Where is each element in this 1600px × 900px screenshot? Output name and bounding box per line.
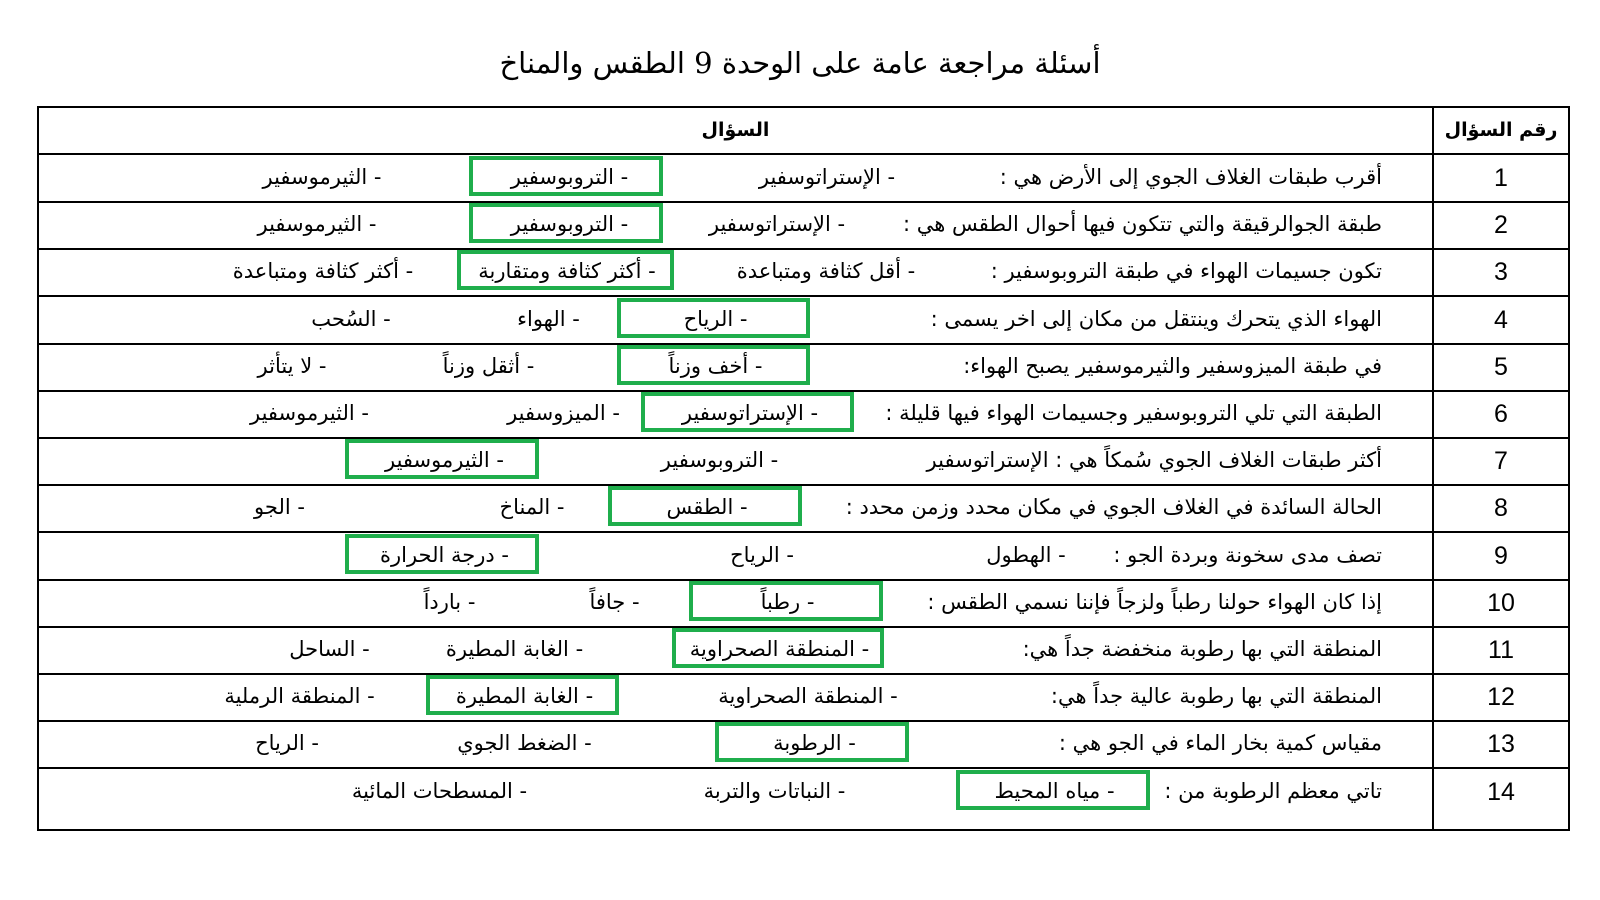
table-row — [39, 674, 1568, 722]
correct-answer-option: - الغابة المطيرة — [455, 684, 594, 709]
question-stem: المنطقة التي بها رطوبة عالية جداً هي: — [1050, 684, 1382, 709]
answer-option: - الهواء — [517, 306, 580, 331]
answer-option: - بارداً — [423, 589, 476, 614]
table-row — [39, 438, 1568, 486]
answer-option: - السُحب — [311, 306, 391, 331]
answer-option: - أثقل وزناً — [442, 353, 535, 378]
answer-option: - النباتات والتربة — [703, 778, 846, 803]
review-questions-table — [37, 106, 1570, 831]
question-number: 1 — [1494, 164, 1508, 192]
question-number: 4 — [1494, 305, 1508, 334]
question-number: 5 — [1494, 352, 1508, 381]
answer-option: - أقل كثافة ومتباعدة — [736, 259, 916, 284]
question-stem: تصف مدى سخونة وبردة الجو : — [1113, 542, 1382, 567]
table-row — [39, 721, 1568, 769]
answer-option: - الإستراتوسفير — [708, 212, 846, 237]
answer-option: - الثيرموسفير — [250, 401, 369, 425]
answer-option: - الإستراتوسفير — [758, 165, 896, 189]
question-number: 6 — [1494, 400, 1508, 428]
table-row — [39, 391, 1568, 439]
question-number: 13 — [1487, 730, 1515, 759]
correct-answer-option: - مياه المحيط — [994, 778, 1115, 803]
table-row — [39, 580, 1568, 628]
table-row — [39, 344, 1568, 392]
table-row — [39, 627, 1568, 675]
correct-answer-option: - درجة الحرارة — [379, 542, 509, 567]
correct-answer-option: - الثيرموسفير — [385, 448, 504, 473]
question-stem: الطبقة التي تلي التروبوسفير وجسيمات الهواء فيها قليلة : — [885, 401, 1382, 425]
table-row — [39, 769, 1568, 817]
answer-option: - الرياح — [255, 731, 319, 756]
question-stem: أكثر طبقات الغلاف الجوي سُمكاً هي : الإستراتوسفير — [926, 448, 1382, 473]
table-row — [39, 485, 1568, 533]
correct-answer-option: - التروبوسفير — [510, 212, 629, 237]
question-number: 11 — [1488, 636, 1514, 664]
question-stem: الهواء الذي يتحرك وينتقل من مكان إلى اخر يسمى : — [930, 306, 1382, 331]
correct-answer-option: - أكثر كثافة ومتقاربة — [478, 259, 656, 284]
answer-option: - جافاً — [589, 589, 640, 614]
correct-answer-option: - الطقس — [666, 495, 748, 520]
question-stem: المنطقة التي بها رطوبة منخفضة جداً هي: — [1022, 637, 1382, 661]
correct-answer-option: - التروبوسفير — [510, 165, 629, 189]
answer-option: - الميزوسفير — [507, 401, 620, 425]
question-stem: أقرب طبقات الغلاف الجوي إلى الأرض هي : — [999, 165, 1382, 189]
table-row — [39, 202, 1568, 250]
answer-option: - التروبوسفير — [660, 448, 779, 473]
correct-answer-option: - الرياح — [683, 306, 748, 331]
answer-option: - الغابة المطيرة — [445, 637, 584, 661]
question-stem: تكون جسيمات الهواء في طبقة التروبوسفير : — [990, 259, 1382, 284]
question-number: 2 — [1494, 211, 1508, 240]
answer-option: - أكثر كثافة ومتباعدة — [232, 259, 414, 284]
answer-option: - المنطقة الرملية — [224, 684, 375, 709]
answer-option: - الساحل — [289, 637, 370, 661]
question-stem: مقياس كمية بخار الماء في الجو هي : — [1058, 731, 1382, 756]
answer-option: - المناخ — [499, 495, 565, 520]
answer-option: - الثيرموسفير — [257, 212, 377, 237]
table-row — [39, 297, 1568, 345]
header-question: السؤال — [701, 119, 770, 141]
question-number: 10 — [1487, 588, 1515, 617]
answer-option: - الثيرموسفير — [262, 165, 382, 189]
question-stem: في طبقة الميزوسفير والثيرموسفير يصبح الهواء: — [963, 353, 1382, 378]
correct-answer-option: - رطباً — [760, 589, 815, 614]
answer-option: - الهطول — [986, 542, 1066, 567]
question-stem: إذا كان الهواء حولنا رطباً ولزجاً فإننا نسمي الطقس : — [927, 589, 1382, 614]
answer-option: - الرياح — [730, 542, 794, 567]
correct-answer-option: - المنطقة الصحراوية — [689, 637, 870, 661]
answer-option: - الجو — [254, 495, 305, 520]
question-number: 8 — [1494, 494, 1508, 523]
correct-answer-option: - الإستراتوسفير — [681, 401, 819, 425]
correct-answer-option: - أخف وزناً — [668, 353, 763, 378]
question-stem: الحالة السائدة في الغلاف الجوي في مكان محدد وزمن محدد : — [845, 495, 1382, 520]
table-row — [39, 155, 1568, 203]
page-title: أسئلة مراجعة عامة على الوحدة 9 الطقس والمناخ — [499, 46, 1101, 80]
table-row — [39, 249, 1568, 297]
answer-option: - المنطقة الصحراوية — [718, 684, 898, 709]
table-header-row — [39, 108, 1568, 155]
question-number: 14 — [1487, 777, 1515, 806]
question-number: 12 — [1487, 683, 1515, 712]
answer-option: - المسطحات المائية — [351, 778, 528, 803]
question-number: 3 — [1494, 258, 1508, 287]
table-row — [39, 533, 1568, 581]
question-stem: طبقة الجوالرقيقة والتي تتكون فيها أحوال الطقس هي : — [902, 212, 1382, 237]
answer-option: - لا يتأثر — [257, 353, 327, 378]
question-number: 7 — [1494, 447, 1508, 476]
answer-option: - الضغط الجوي — [457, 731, 592, 756]
question-stem: تاتي معظم الرطوبة من : — [1164, 778, 1382, 803]
correct-answer-option: - الرطوبة — [773, 731, 856, 756]
header-question-number: رقم السؤال — [1444, 119, 1558, 141]
question-number: 9 — [1494, 541, 1508, 570]
